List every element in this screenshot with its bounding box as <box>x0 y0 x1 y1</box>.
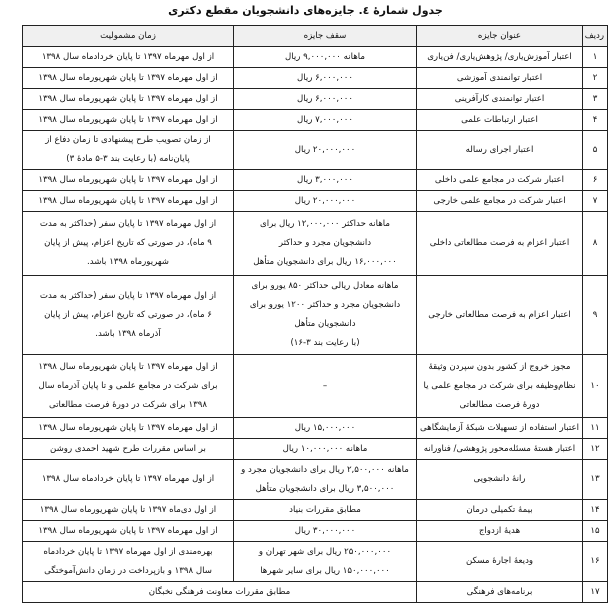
cell-index <box>583 418 608 439</box>
cell-cap-line: دانشجویان مجرد و حداکثر ۱۲۰۰ یورو برای <box>249 300 401 310</box>
cell-cap <box>234 191 417 212</box>
cell-eligibility <box>23 460 234 500</box>
cell-eligibility-line: از اول مهرماه ۱۳۹۷ تا پایان شهریورماه سال ۱۳۹۸ <box>38 93 218 104</box>
cell-award-title-line: اعتبار آموزش‌یاری/ پژوهش‌یاری/ فن‌یاری <box>427 51 572 62</box>
cell-eligibility <box>23 47 234 68</box>
cell-eligibility-line: سال ۱۳۹۸ و بازپرداخت در زمان دانش‌آموختگی <box>44 565 212 576</box>
cell-eligibility <box>23 131 234 170</box>
row-number: ۴ <box>592 114 598 125</box>
cell-cap-line: ۲۵۰,۰۰۰,۰۰۰ ریال برای شهر تهران و <box>258 546 392 557</box>
row-number: ۱۴ <box>590 504 600 515</box>
cell-eligibility <box>23 68 234 89</box>
table-row <box>23 521 608 542</box>
cell-eligibility-line: بهره‌مندی از اول مهرماه ۱۳۹۷ تا پایان خردادماه <box>43 546 213 557</box>
cell-eligibility-line: از اول مهرماه ۱۳۹۷ تا پایان شهریورماه سال ۱۳۹۸ <box>38 195 218 206</box>
cell-eligibility <box>23 418 234 439</box>
cell-index <box>583 212 608 276</box>
cell-cap-line: ۳۰,۰۰۰,۰۰۰ ریال <box>294 525 356 536</box>
cell-award-title-line: اعتبار اعزام به فرصت مطالعاتی خارجی <box>428 309 571 320</box>
awards-table <box>22 25 608 603</box>
cell-award-title-line: بیمهٔ تکمیلی درمان <box>466 504 533 515</box>
cell-eligibility-line: از اول مهرماه ۱۳۹۷ تا پایان شهریورماه سال ۱۳۹۸ <box>38 361 218 372</box>
table-row <box>23 191 608 212</box>
cell-cap-line: ۶,۰۰۰,۰۰۰ ریال <box>297 72 353 83</box>
cell-award-title-line: ودیعهٔ اجارهٔ مسکن <box>465 556 534 566</box>
cell-cap <box>234 212 417 276</box>
cell-award-title-line: اعتبار هستهٔ مسئله‌محور پژوهشی/ فناورانه <box>423 443 576 454</box>
header-cap: سقف جایزه <box>234 26 417 47</box>
cell-award-title <box>417 212 583 276</box>
row-number: ۵ <box>592 144 598 155</box>
row-number: ۲ <box>592 72 598 83</box>
row-number: ۱۱ <box>590 422 600 433</box>
cell-cap-line: ۳,۰۰۰,۰۰۰ ریال <box>297 174 353 185</box>
row-number: ۹ <box>592 309 598 320</box>
row-number: ۱۳ <box>590 474 600 484</box>
cell-cap-line: مطابق مقررات بنیاد <box>289 504 361 515</box>
cell-award-title-line: مجوز خروج از کشور بدون سپردن وثیقهٔ <box>428 361 571 372</box>
row-number: ۷ <box>592 195 598 206</box>
cell-award-title-line: اعتبار شرکت در مجامع علمی خارجی <box>433 195 566 206</box>
cell-eligibility-line: شهریورماه ۱۳۹۸ باشد. <box>87 257 169 267</box>
cell-cap-line: ماهانه ۹,۰۰۰,۰۰۰ ریال <box>284 51 366 62</box>
row-number: ۸ <box>592 238 598 248</box>
cell-award-title <box>417 47 583 68</box>
row-number: ۱۰ <box>590 380 600 391</box>
row-number: ۱۲ <box>590 443 600 454</box>
cell-cap <box>234 131 417 170</box>
cell-eligibility <box>23 89 234 110</box>
header-eligibility: زمان مشمولیت <box>23 26 234 47</box>
cell-cap-line: ۱۵۰,۰۰۰,۰۰۰ ریال برای سایر شهرها <box>260 565 390 576</box>
cell-eligibility-line: از اول مهرماه ۱۳۹۷ تا پایان خردادماه سال ۱۳۹۸ <box>41 51 215 62</box>
cell-cap-line: ۶,۰۰۰,۰۰۰ ریال <box>297 93 353 104</box>
cell-eligibility-line: پایان‌نامه (با رعایت بند ۳-۵ مادهٔ ۳) <box>66 154 190 164</box>
cell-award-title-line: اعتبار اعزام به فرصت مطالعاتی داخلی <box>429 238 570 248</box>
table-row <box>23 500 608 521</box>
header-index: ردیف <box>583 26 608 47</box>
cell-eligibility-line: از اول مهرماه ۱۳۹۷ تا پایان شهریورماه سال ۱۳۹۸ <box>38 422 218 433</box>
cell-cap-line: دانشجویان مجرد و حداکثر <box>278 238 372 248</box>
cell-eligibility-line: از اول مهرماه ۱۳۹۷ تا پایان خردادماه سال ۱۳۹۸ <box>41 474 215 484</box>
cell-award-title-line: اعتبار توانمندی آموزشی <box>456 72 543 83</box>
cell-cap-line: ۷,۰۰۰,۰۰۰ ریال <box>297 114 353 125</box>
table-row <box>23 542 608 582</box>
cell-cap-line: ماهانه معادل ریالی حداکثر ۸۵۰ یورو برای <box>251 281 399 291</box>
cell-cap-line: ۲۰,۰۰۰,۰۰۰ ریال <box>294 195 356 206</box>
cell-award-title <box>417 131 583 170</box>
cell-award-title <box>417 542 583 582</box>
row-number: ۱۶ <box>590 556 600 566</box>
cell-eligibility-line: آذرماه ۱۳۹۸ باشد. <box>95 328 161 339</box>
cell-index <box>583 439 608 460</box>
cell-eligibility-line: از اول مهرماه ۱۳۹۷ تا پایان شهریورماه سال ۱۳۹۸ <box>38 114 218 125</box>
cell-award-title-line: اعتبار شرکت در مجامع علمی داخلی <box>434 174 565 185</box>
cell-eligibility-line: از اول مهرماه ۱۳۹۷ تا پایان سفر (حداکثر به مدت <box>39 219 217 229</box>
cell-index <box>583 191 608 212</box>
cell-cap-line: ۲۰,۰۰۰,۰۰۰ ریال <box>294 144 356 155</box>
cell-index <box>583 460 608 500</box>
cell-index <box>583 542 608 582</box>
cell-eligibility-line: از اول مهرماه ۱۳۹۷ تا پایان شهریورماه سال ۱۳۹۸ <box>38 525 218 536</box>
cell-index <box>583 68 608 89</box>
cell-index <box>583 110 608 131</box>
table-row <box>23 582 608 603</box>
cell-index: ۱۷ <box>583 582 608 603</box>
cell-award-title-line: رانهٔ دانشجویی <box>473 474 526 484</box>
cell-award-title <box>417 460 583 500</box>
cell-eligibility <box>23 110 234 131</box>
cell-cap-line: ماهانه ۱۰,۰۰۰,۰۰۰ ریال <box>282 443 368 454</box>
table-row <box>23 460 608 500</box>
cell-eligibility-line: ۶ ماه)، در صورتی که تاریخ اعزام، پیش از پایان <box>44 309 212 320</box>
cell-cap <box>234 355 417 418</box>
row-number: ۱ <box>592 51 598 62</box>
cell-award-title <box>417 500 583 521</box>
cell-award-title: برنامه‌های فرهنگی <box>417 582 583 603</box>
cell-eligibility <box>23 500 234 521</box>
cell-award-title <box>417 68 583 89</box>
cell-eligibility-line: ۱۳۹۸ برای شرکت در دورهٔ فرصت مطالعاتی <box>49 399 207 410</box>
cell-index <box>583 355 608 418</box>
cell-award-title <box>417 170 583 191</box>
cell-award-title-line: اعتبار استفاده از تسهیلات شبکهٔ آزمایشگاهی <box>420 422 579 433</box>
cell-cap <box>234 418 417 439</box>
cell-eligibility-line: از زمان تصویب طرح پیشنهادی تا زمان دفاع از <box>45 135 211 145</box>
cell-award-title <box>417 89 583 110</box>
table-row <box>23 355 608 418</box>
cell-index <box>583 89 608 110</box>
cell-cap-line: ماهانه ۲,۵۰۰,۰۰۰ ریال برای دانشجویان مجرد و <box>241 464 409 475</box>
table-row <box>23 276 608 355</box>
table-caption: جدول شمارهٔ ٤. جایزه‌های دانشجویان مقطع دکتری <box>168 4 443 17</box>
cell-award-title <box>417 439 583 460</box>
cell-eligibility <box>23 170 234 191</box>
cell-index <box>583 47 608 68</box>
row-number: ۳ <box>592 93 598 104</box>
cell-cap <box>234 68 417 89</box>
table-row <box>23 68 608 89</box>
cell-cap <box>234 89 417 110</box>
cell-index <box>583 521 608 542</box>
cell-cap-line: – <box>322 380 328 391</box>
cell-award-title-line: اعتبار ارتباطات علمی <box>461 114 538 125</box>
cell-index <box>583 170 608 191</box>
cell-merged-note: مطابق مقررات معاونت فرهنگی نخبگان <box>23 582 417 603</box>
cell-award-title <box>417 418 583 439</box>
table-row <box>23 89 608 110</box>
cell-cap <box>234 170 417 191</box>
table-row <box>23 47 608 68</box>
cell-cap <box>234 47 417 68</box>
cell-cap <box>234 542 417 582</box>
cell-award-title-line: اعتبار توانمندی کارآفرینی <box>454 93 545 104</box>
cell-eligibility <box>23 276 234 355</box>
cell-eligibility <box>23 439 234 460</box>
cell-eligibility-line: از اول مهرماه ۱۳۹۷ تا پایان سفر (حداکثر به مدت <box>39 290 217 301</box>
cell-cap-line: ۱۵,۰۰۰,۰۰۰ ریال <box>294 422 356 433</box>
cell-cap <box>234 460 417 500</box>
table-row <box>23 439 608 460</box>
cell-eligibility-line: بر اساس مقررات طرح شهید احمدی روشن <box>50 443 206 454</box>
table-header-row <box>23 26 608 47</box>
cell-cap-line: ۱۶,۰۰۰,۰۰۰ ریال برای دانشجویان متأهل <box>253 257 397 267</box>
cell-eligibility <box>23 542 234 582</box>
row-number: ۶ <box>592 174 598 185</box>
table-row <box>23 131 608 170</box>
cell-eligibility-line: از اول مهرماه ۱۳۹۷ تا پایان شهریورماه سال ۱۳۹۸ <box>38 72 218 83</box>
row-number: ۱۵ <box>590 525 600 536</box>
table-row <box>23 418 608 439</box>
cell-award-title <box>417 521 583 542</box>
cell-eligibility-line: از اول دی‌ماه ۱۳۹۷ تا پایان شهریورماه سال ۱۳۹۸ <box>39 504 217 515</box>
table-row <box>23 170 608 191</box>
cell-award-title-line: دورهٔ فرصت مطالعاتی <box>459 399 540 410</box>
cell-eligibility <box>23 212 234 276</box>
cell-cap <box>234 521 417 542</box>
cell-award-title <box>417 191 583 212</box>
cell-award-title <box>417 276 583 355</box>
cell-cap-line: دانشجویان متأهل <box>294 319 356 329</box>
cell-eligibility <box>23 521 234 542</box>
table-row <box>23 212 608 276</box>
cell-award-title-line: اعتبار اجرای رساله <box>465 144 534 155</box>
cell-eligibility <box>23 355 234 418</box>
cell-award-title-line: هدیهٔ ازدواج <box>478 525 521 536</box>
cell-award-title-line: نظام‌وظیفه برای شرکت در مجامع علمی یا <box>423 380 576 391</box>
cell-award-title <box>417 110 583 131</box>
cell-cap <box>234 276 417 355</box>
cell-eligibility-line: برای شرکت در مجامع علمی و تا پایان آذرماه سال <box>38 380 218 391</box>
cell-cap <box>234 500 417 521</box>
cell-index <box>583 131 608 170</box>
cell-award-title <box>417 355 583 418</box>
cell-cap <box>234 110 417 131</box>
cell-eligibility <box>23 191 234 212</box>
cell-eligibility-line: از اول مهرماه ۱۳۹۷ تا پایان شهریورماه سال ۱۳۹۸ <box>38 174 218 185</box>
cell-cap-line: ۳,۵۰۰,۰۰۰ ریال برای دانشجویان متأهل <box>255 483 395 494</box>
cell-index <box>583 276 608 355</box>
table-row <box>23 110 608 131</box>
header-award-title: عنوان جایزه <box>417 26 583 47</box>
cell-cap <box>234 439 417 460</box>
cell-index <box>583 500 608 521</box>
cell-cap-line: ماهانه حداکثر ۱۲,۰۰۰,۰۰۰ ریال برای <box>260 219 390 229</box>
cell-eligibility-line: ۹ ماه)، در صورتی که تاریخ اعزام، پیش از پایان <box>44 238 212 248</box>
cell-cap-line: (با رعایت بند ۳-۱۶) <box>290 338 360 348</box>
